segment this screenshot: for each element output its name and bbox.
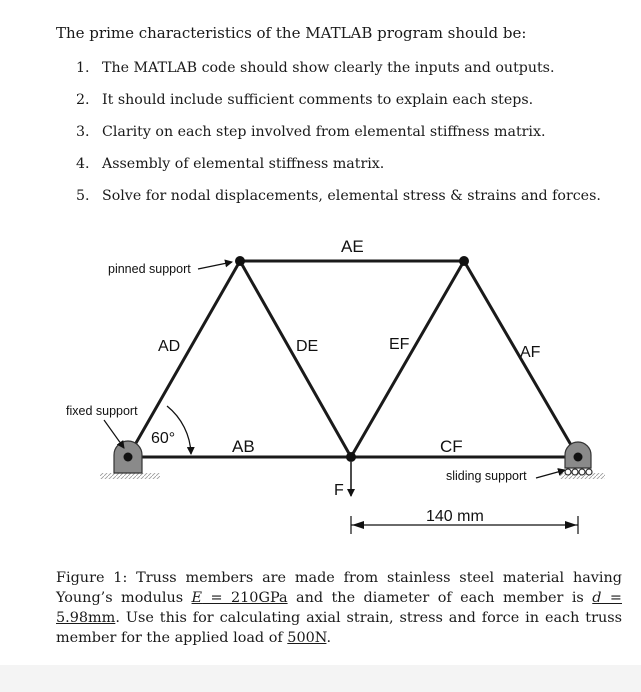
- label-sliding-support: sliding support: [446, 469, 527, 483]
- pinned-support-arrow-icon: [198, 262, 232, 269]
- dimension-arrow-left-icon: [352, 521, 364, 529]
- intro-text: The prime characteristics of the MATLAB program should be:: [56, 24, 527, 42]
- label-span: 140 mm: [426, 508, 484, 525]
- list-item: 4. Assembly of elemental stiffness matrix.: [76, 156, 385, 172]
- label-angle: 60°: [151, 430, 176, 447]
- label-f: F: [334, 482, 344, 499]
- label-cf: CF: [440, 437, 463, 456]
- figure-caption: Figure 1: Truss members are made from stainless steel material having Young’s modulus E = 210GPa and the diameter of each member is d = 5.98mm. Use this for calculating axial strain, stress and force in each truss member for the applied load of 500N.: [56, 570, 622, 646]
- dimension-arrow-right-icon: [565, 521, 577, 529]
- joint-e: [459, 256, 469, 266]
- fixed-support-arrow-icon: [104, 420, 124, 448]
- label-fixed-support: fixed support: [66, 404, 138, 418]
- ground-left: [100, 473, 160, 479]
- page-bottom-strip: [0, 665, 641, 692]
- member-de: [240, 261, 351, 457]
- joint-d: [235, 256, 245, 266]
- joint-f: [346, 452, 356, 462]
- sliding-support-symbol: [565, 442, 592, 475]
- label-ae: AE: [341, 237, 364, 256]
- label-pinned-support: pinned support: [108, 262, 191, 276]
- label-ef: EF: [389, 336, 410, 353]
- fixed-support-symbol: [114, 441, 142, 473]
- label-ad: AD: [158, 338, 181, 355]
- label-af: AF: [520, 344, 541, 361]
- label-de: DE: [296, 338, 319, 355]
- list-item: 3. Clarity on each step involved from elemental stiffness matrix.: [76, 124, 546, 140]
- list-item: 2. It should include sufficient comments to explain each steps.: [76, 92, 534, 108]
- member-ef: [351, 261, 464, 457]
- truss-diagram: [0, 225, 641, 555]
- requirements-list: [56, 58, 601, 218]
- list-item: 1. The MATLAB code should show clearly the inputs and outputs.: [76, 60, 555, 76]
- list-item: 5. Solve for nodal displacements, elemental stress & strains and forces.: [76, 188, 601, 204]
- label-ab: AB: [232, 437, 255, 456]
